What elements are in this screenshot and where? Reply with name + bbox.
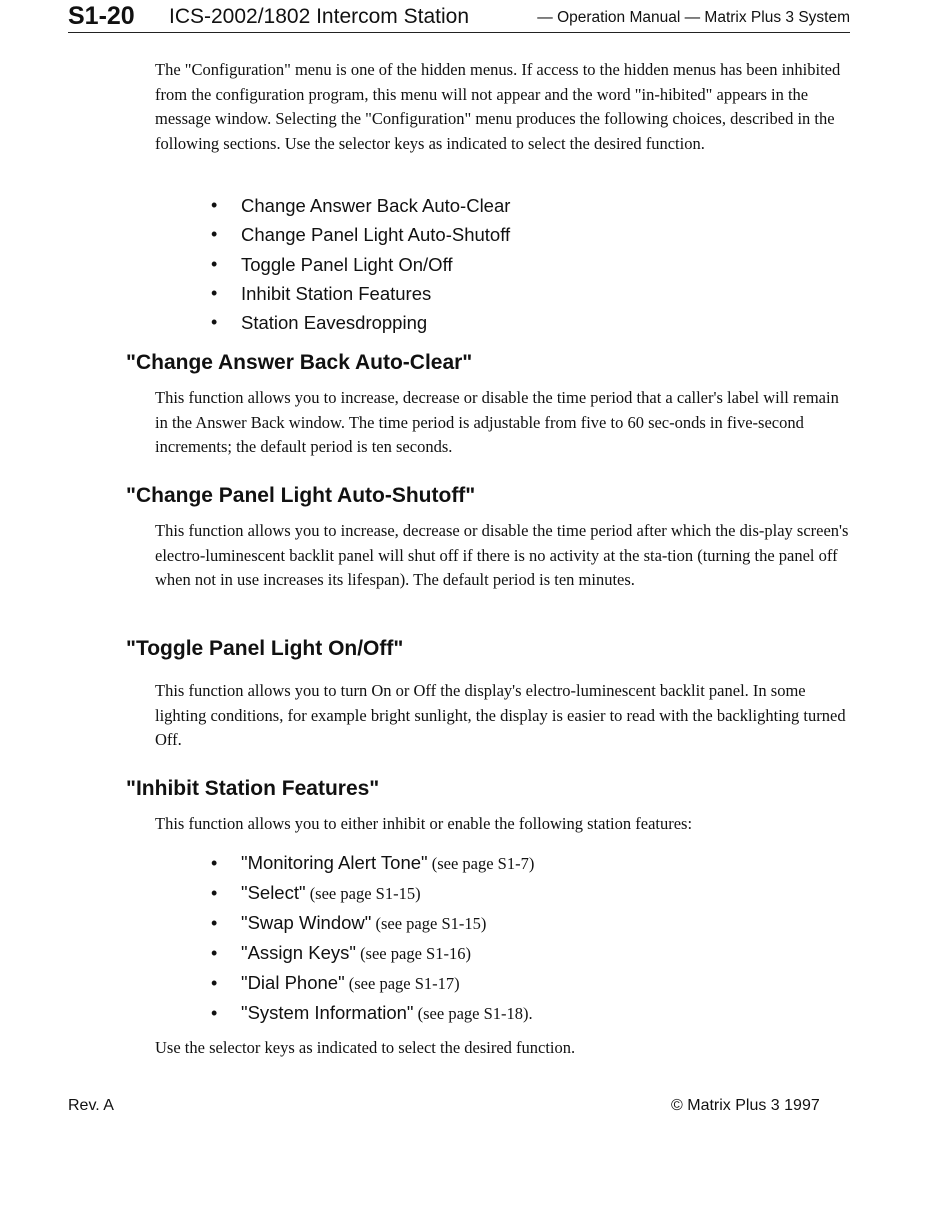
heading-panel-light-auto-shutoff: "Change Panel Light Auto-Shutoff" (126, 484, 476, 507)
choice-label: Change Answer Back Auto-Clear (241, 195, 511, 216)
station-features-list (155, 848, 534, 1028)
feature-name: "Dial Phone" (241, 972, 345, 993)
auto-shutoff-paragraph: This function allows you to increase, decrease or disable the time period after which the dis-play screen's electro-luminescent backlit panel will shut off if there is no activity at the sta-tion (turning the panel off when not in use increases its lifespan). The default period is ten minutes. (155, 521, 849, 589)
bullet-icon: • (211, 253, 218, 274)
list-item (155, 908, 534, 938)
feature-name: "System Information" (241, 1002, 414, 1023)
bullet-icon: • (211, 282, 218, 303)
choice-label: Station Eavesdropping (241, 312, 428, 334)
choice-label: Toggle Panel Light On/Off (241, 253, 453, 275)
feature-page-ref: (see page S1-16) (355, 944, 471, 963)
toggle-light-paragraph: This function allows you to turn On or Off the display's electro-luminescent backlit panel. In some lighting conditions, for example bright sunlight, the display is easier to read with the backlighting turned Off. (155, 681, 846, 749)
bullet-icon: • (211, 853, 218, 873)
bullet-icon: • (211, 224, 218, 245)
footer-copyright: © Matrix Plus 3 1997 (671, 1097, 820, 1114)
closing-paragraph: Use the selector keys as indicated to select the desired function. (155, 1038, 576, 1057)
list-item (155, 878, 534, 908)
choice-label: Inhibit Station Features (241, 282, 432, 304)
bullet-icon: • (211, 883, 218, 903)
document-subtitle: — Operation Manual — Matrix Plus 3 System (537, 9, 850, 26)
answer-back-paragraph: This function allows you to increase, decrease or disable the time period that a caller's label will remain in the Answer Back window. The time period is adjustable from five to 60 sec-onds in five-second increments; the default period is ten seconds. (155, 388, 839, 456)
bullet-icon: • (211, 973, 218, 993)
feature-name: "Monitoring Alert Tone" (241, 852, 428, 873)
heading-inhibit-station-features: "Inhibit Station Features" (126, 777, 380, 800)
list-item (155, 250, 510, 279)
feature-page-ref: (see page S1-18). (413, 1004, 533, 1023)
page-header (68, 0, 850, 33)
list-item (155, 998, 534, 1028)
feature-page-ref: (see page S1-15) (305, 884, 421, 903)
feature-page-ref: (see page S1-15) (371, 914, 487, 933)
feature-name: "Assign Keys" (241, 942, 356, 963)
list-item (155, 938, 534, 968)
feature-page-ref: (see page S1-17) (344, 974, 460, 993)
feature-name: "Select" (241, 882, 306, 903)
heading-toggle-panel-light: "Toggle Panel Light On/Off" (126, 637, 404, 660)
bullet-icon: • (211, 312, 218, 333)
list-item (155, 848, 534, 878)
intro-paragraph: The "Configuration" menu is one of the hidden menus. If access to the hidden menus has been inhibited from the configuration program, this menu will not appear and the word "in-hibited" appears in the message window. Selecting the "Configuration" menu produces the following choices, described in the following sections. Use the selector keys as indicated to select the desired function. (155, 60, 841, 153)
list-item (155, 968, 534, 998)
list-item (155, 308, 510, 337)
heading-answer-back-auto-clear: "Change Answer Back Auto-Clear" (126, 351, 473, 374)
feature-name: "Swap Window" (241, 912, 372, 933)
choice-label: Change Panel Light Auto-Shutoff (241, 224, 511, 246)
configuration-choices-list (155, 191, 510, 337)
inhibit-paragraph: This function allows you to either inhibit or enable the following station features: (155, 814, 693, 833)
bullet-icon: • (211, 943, 218, 963)
bullet-icon: • (211, 1003, 218, 1023)
page-number: S1-20 (68, 2, 135, 30)
footer-revision: Rev. A (68, 1097, 114, 1114)
list-item (155, 279, 510, 308)
list-item (155, 220, 510, 249)
list-item (155, 191, 510, 220)
bullet-icon: • (211, 913, 218, 933)
bullet-icon: • (211, 195, 218, 215)
feature-page-ref: (see page S1-7) (427, 854, 535, 873)
document-title: ICS-2002/1802 Intercom Station (169, 5, 470, 28)
